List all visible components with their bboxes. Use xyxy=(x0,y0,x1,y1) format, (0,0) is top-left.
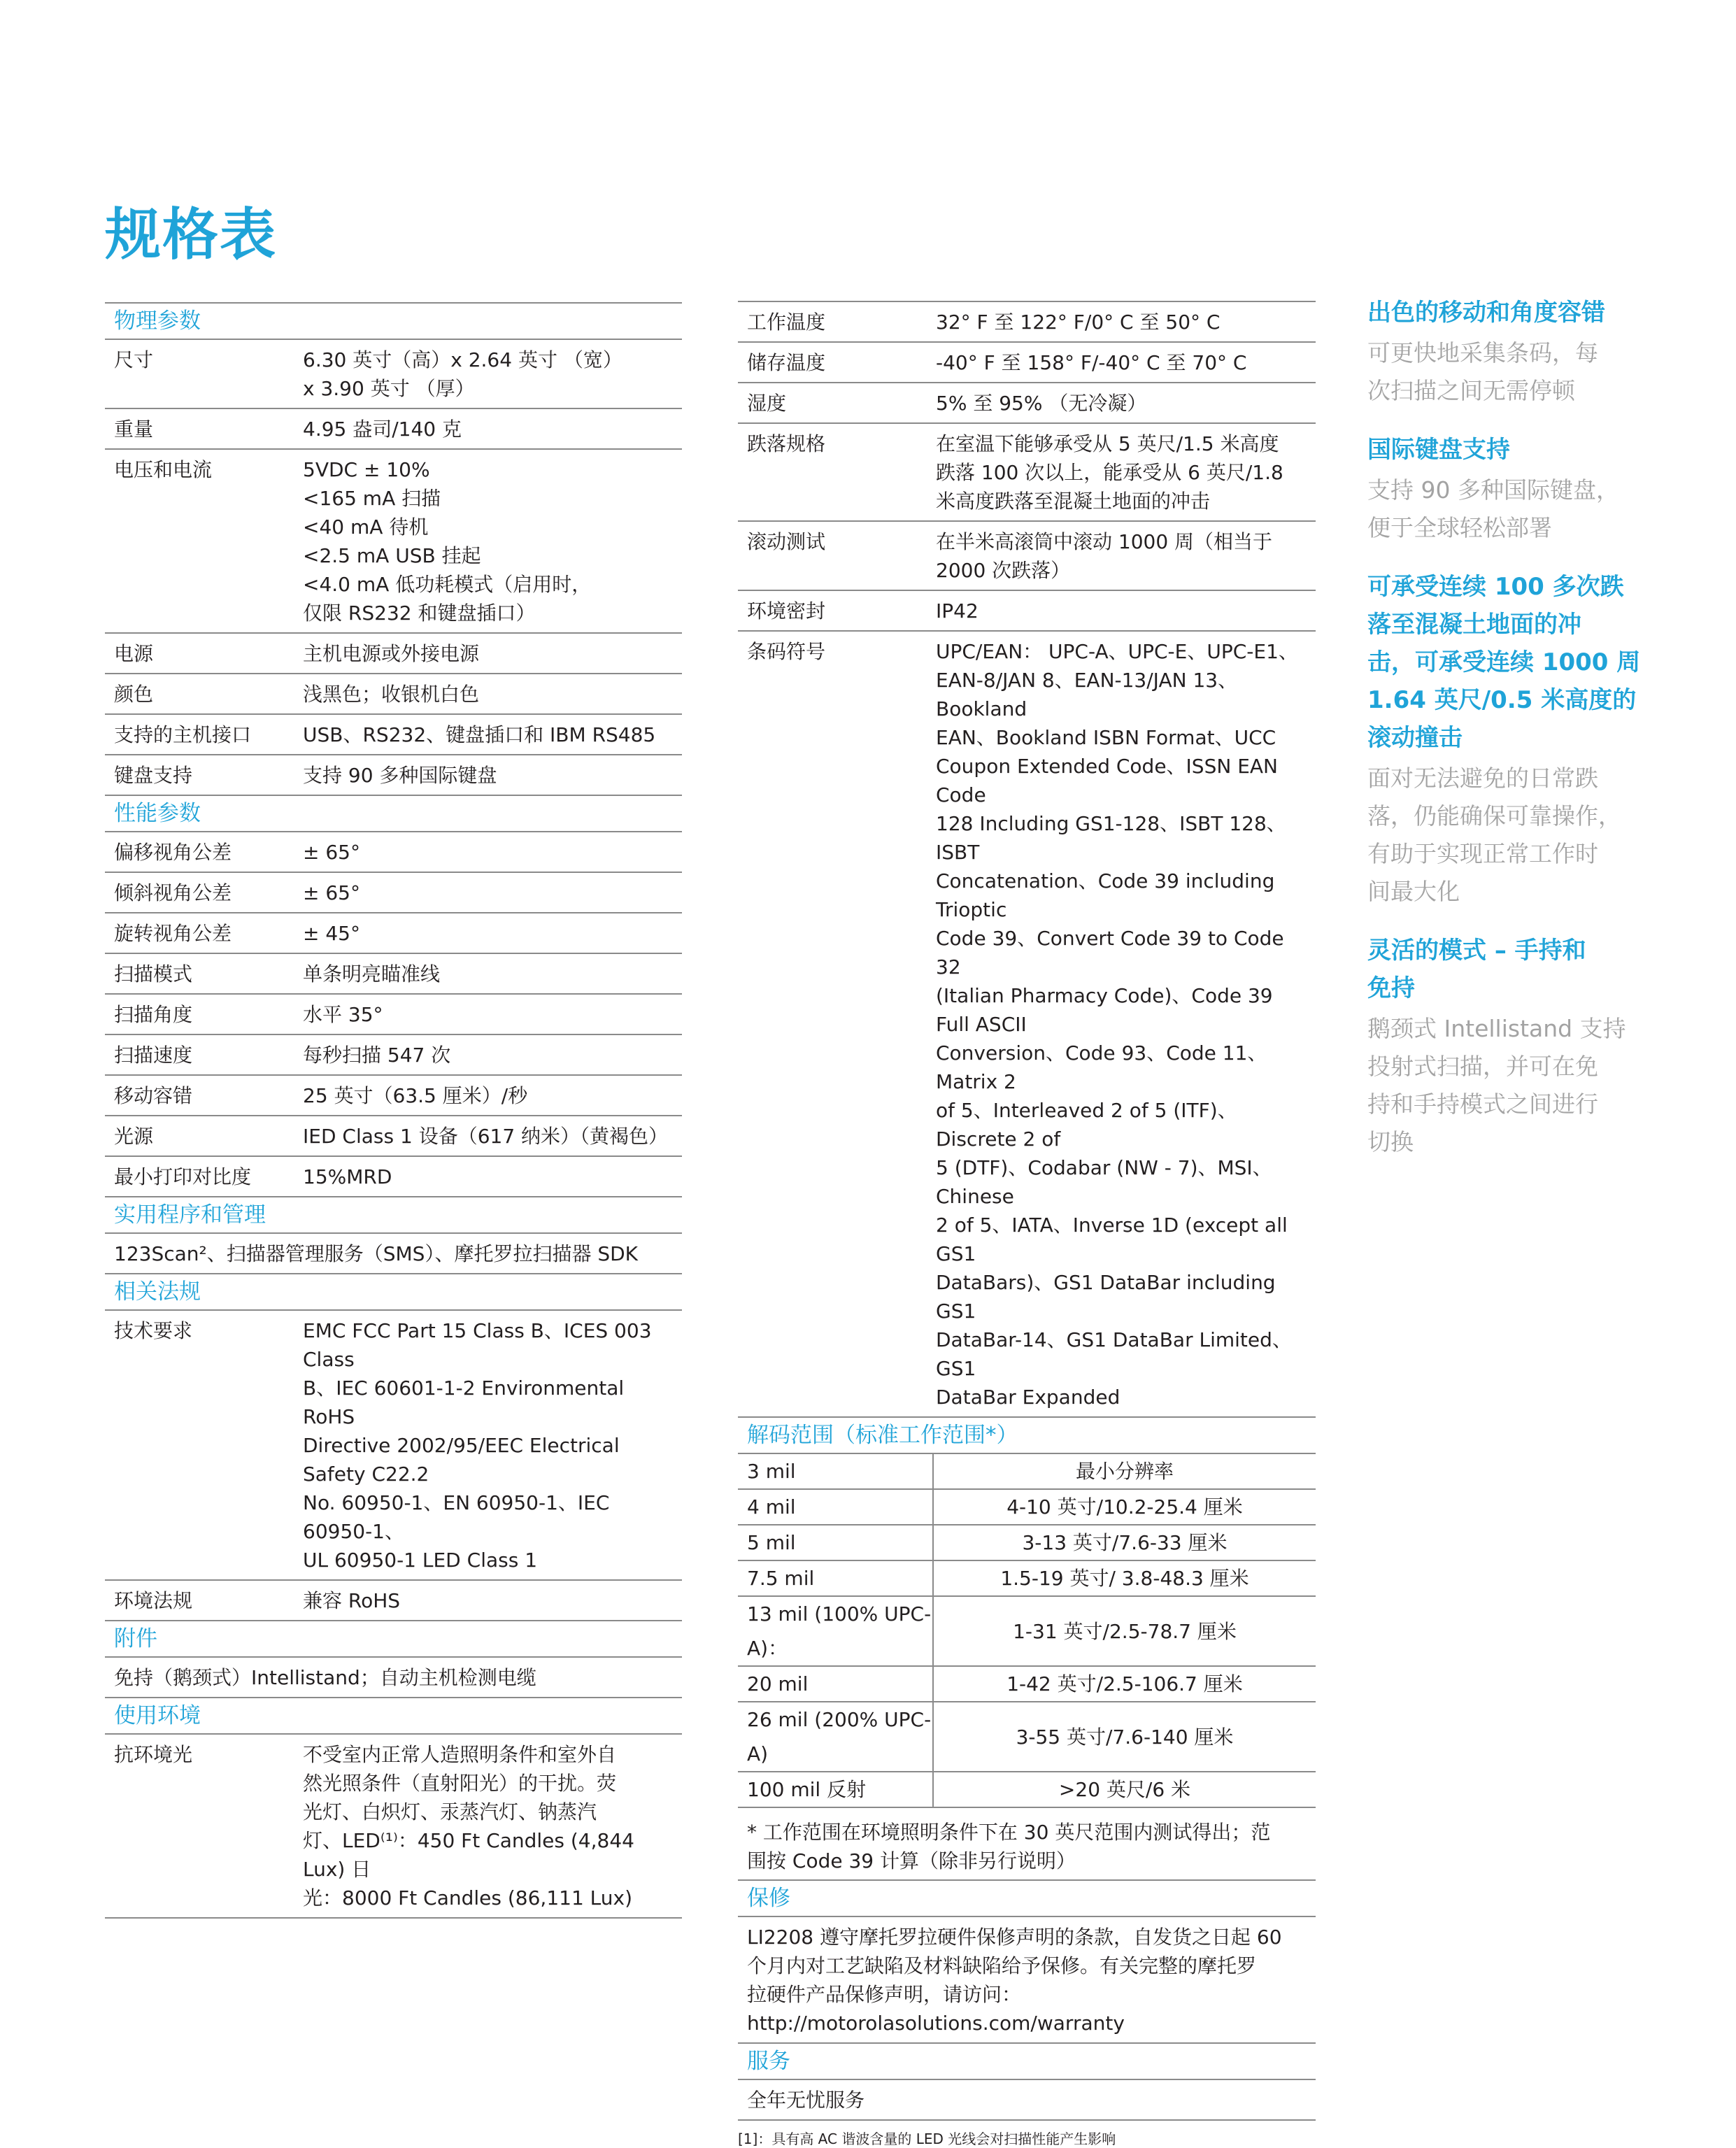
section-utilities: 实用程序和管理 xyxy=(105,1196,682,1232)
spec-label: 扫描速度 xyxy=(114,1044,193,1067)
decode-range-table xyxy=(738,1453,1316,1807)
physical-rows xyxy=(105,339,682,795)
spec-label: 支持的主机接口 xyxy=(114,723,252,746)
spec-value: IP42 xyxy=(936,599,979,623)
feature-block xyxy=(1367,568,1647,911)
range-cell: 1-42 英寸/2.5-106.7 厘米 xyxy=(933,1666,1316,1702)
performance-rows xyxy=(105,831,682,1196)
spec-label: 键盘支持 xyxy=(114,764,193,787)
spec-value: 主机电源或外接电源 xyxy=(303,642,480,665)
density-cell: 3 mil xyxy=(738,1453,933,1489)
table-row xyxy=(738,1702,1316,1772)
accessories-text: 免持（鹅颈式）Intellistand；自动主机检测电缆 xyxy=(105,1656,682,1697)
table-row xyxy=(738,1666,1316,1702)
density-cell: 26 mil (200% UPC-A) xyxy=(738,1702,933,1772)
spec-value: 32° F 至 122° F/0° C 至 50° C xyxy=(936,311,1221,334)
spec-row xyxy=(105,448,682,632)
spec-value: 浅黑色；收银机白色 xyxy=(303,683,480,706)
table-row xyxy=(738,1560,1316,1596)
spec-column-middle xyxy=(738,301,1316,2148)
spec-row xyxy=(105,408,682,448)
spec-label: 最小打印对比度 xyxy=(114,1165,252,1188)
spec-value: USB、RS232、键盘插口和 IBM RS485 xyxy=(303,723,656,746)
table-row xyxy=(738,1596,1316,1666)
section-warranty: 保修 xyxy=(738,1879,1316,1916)
feature-title: 可承受连续 100 多次跌 落至混凝土地面的冲 击，可承受连续 1000 周 1.64 英尺/0.5 米高度的 滚动撞击 xyxy=(1367,573,1641,752)
spec-label: 跌落规格 xyxy=(747,432,826,455)
spec-row xyxy=(738,382,1316,422)
spec-row xyxy=(105,754,682,795)
range-cell: 3-55 英寸/7.6-140 厘米 xyxy=(933,1702,1316,1772)
spec-value: 15%MRD xyxy=(303,1165,392,1188)
spec-value: 支持 90 多种国际键盘 xyxy=(303,764,497,787)
spec-value: IED Class 1 设备（617 纳米）（黄褐色） xyxy=(303,1125,669,1148)
spec-label: 滚动测试 xyxy=(747,530,826,553)
spec-value: 5VDC ± 10% <165 mA 扫描 <40 mA 待机 <2.5 mA USB 挂起 <4.0 mA 低功耗模式（启用时， 仅限 RS232 和键盘插口） xyxy=(303,458,592,625)
section-accessories: 附件 xyxy=(105,1620,682,1656)
feature-body: 支持 90 多种国际键盘， 便于全球轻松部署 xyxy=(1367,476,1619,541)
section-environment: 使用环境 xyxy=(105,1697,682,1733)
feature-body: 可更快地采集条码，每 次扫描之间无需停顿 xyxy=(1367,339,1598,404)
spec-row xyxy=(105,1733,682,1917)
spec-label: 湿度 xyxy=(747,392,787,415)
footnote: [1]：具有高 AC 谐波含量的 LED 光线会对扫描性能产生影响 xyxy=(738,2119,1316,2148)
spec-value: 在室温下能够承受从 5 英尺/1.5 米高度 跌落 100 次以上，能承受从 6 英尺/1.8 米高度跌落至混凝土地面的冲击 xyxy=(936,432,1283,513)
feature-body: 面对无法避免的日常跌 落，仍能确保可靠操作， 有助于实现正常工作时 间最大化 xyxy=(1367,764,1621,905)
spec-label: 条码符号 xyxy=(747,640,826,663)
spec-label: 扫描模式 xyxy=(114,962,193,986)
spec-row xyxy=(105,1074,682,1115)
spec-label: 旋转视角公差 xyxy=(114,922,232,945)
spec-value: 每秒扫描 547 次 xyxy=(303,1044,451,1067)
service-text: 全年无忧服务 xyxy=(738,2079,1316,2119)
feature-title: 国际键盘支持 xyxy=(1367,436,1510,464)
spec-value: -40° F 至 158° F/-40° C 至 70° C xyxy=(936,351,1247,374)
spec-row xyxy=(105,953,682,993)
spec-row xyxy=(105,912,682,953)
spec-row xyxy=(738,341,1316,382)
feature-sidebar xyxy=(1367,294,1647,1182)
spec-label: 环境密封 xyxy=(747,599,826,623)
spec-label: 移动容错 xyxy=(114,1084,193,1107)
range-cell: 1-31 英寸/2.5-78.7 厘米 xyxy=(933,1596,1316,1666)
spec-value: 25 英寸（63.5 厘米）/秒 xyxy=(303,1084,528,1107)
spec-row xyxy=(105,1115,682,1155)
page-title: 规格表 xyxy=(105,202,277,267)
spec-column-left xyxy=(105,302,682,1919)
spec-value: ± 45° xyxy=(303,922,360,945)
range-cell: 1.5-19 英寸/ 3.8-48.3 厘米 xyxy=(933,1560,1316,1596)
spec-value: 4.95 盎司/140 克 xyxy=(303,418,462,441)
spec-label: 颜色 xyxy=(114,683,154,706)
spec-row xyxy=(105,339,682,408)
spec-label: 倾斜视角公差 xyxy=(114,881,232,904)
spec-label: 光源 xyxy=(114,1125,154,1148)
utilities-text: 123Scan²、扫描器管理服务（SMS）、摩托罗拉扫描器 SDK xyxy=(105,1232,682,1273)
spec-row xyxy=(738,520,1316,590)
spec-label: 尺寸 xyxy=(114,348,154,371)
spec-row xyxy=(738,422,1316,520)
spec-row xyxy=(105,1034,682,1074)
feature-block xyxy=(1367,294,1647,410)
spec-label: 抗环境光 xyxy=(114,1743,193,1766)
table-row xyxy=(738,1525,1316,1560)
spec-label: 重量 xyxy=(114,418,154,441)
density-cell: 20 mil xyxy=(738,1666,933,1702)
spec-row xyxy=(105,632,682,673)
spec-value: ± 65° xyxy=(303,881,360,904)
spec-row xyxy=(105,831,682,872)
spec-value: 单条明亮瞄准线 xyxy=(303,962,441,986)
density-cell: 7.5 mil xyxy=(738,1560,933,1596)
spec-value: 兼容 RoHS xyxy=(303,1589,401,1612)
spec-label: 工作温度 xyxy=(747,311,826,334)
feature-block xyxy=(1367,932,1647,1161)
section-decode-range: 解码范围（标准工作范围*） xyxy=(738,1416,1316,1453)
range-cell: >20 英尺/6 米 xyxy=(933,1772,1316,1807)
section-regulatory: 相关法规 xyxy=(105,1273,682,1309)
density-cell: 4 mil xyxy=(738,1489,933,1525)
feature-title: 灵活的模式 – 手持和 免持 xyxy=(1367,937,1586,1002)
density-cell: 100 mil 反射 xyxy=(738,1772,933,1807)
spec-row xyxy=(105,872,682,912)
spec-row xyxy=(105,673,682,713)
section-performance: 性能参数 xyxy=(105,795,682,831)
spec-row xyxy=(105,1155,682,1196)
section-physical: 物理参数 xyxy=(105,302,682,339)
divider xyxy=(105,1917,682,1919)
feature-body: 鹅颈式 Intellistand 支持 投射式扫描，并可在免 持和手持模式之间进行 切换 xyxy=(1367,1015,1626,1155)
spec-value: 在半米高滚筒中滚动 1000 周（相当于 2000 次跌落） xyxy=(936,530,1273,582)
density-cell: 5 mil xyxy=(738,1525,933,1560)
spec-value: 6.30 英寸（高）x 2.64 英寸 （宽） x 3.90 英寸 （厚） xyxy=(303,348,622,400)
spec-value: 水平 35° xyxy=(303,1003,383,1026)
warranty-text: LI2208 遵守摩托罗拉硬件保修声明的条款，自发货之日起 60 个月内对工艺缺陷及材料缺陷给予保修。有关完整的摩托罗 拉硬件产品保修声明，请访问： http://motorolasolutions.com/warranty xyxy=(738,1916,1316,2042)
table-row xyxy=(738,1453,1316,1489)
spec-value: EMC FCC Part 15 Class B、ICES 003 Class B、IEC 60601-1-2 Environmental RoHS Directive 2002/95/EEC Electrical Safety C22.2 No. 60950-1、EN 60950-1、IEC 60950-1、 UL 60950-1 LED Class 1 xyxy=(303,1319,652,1572)
table-row xyxy=(738,1772,1316,1807)
table-row xyxy=(738,1489,1316,1525)
spec-label: 环境法规 xyxy=(114,1589,193,1612)
spec-label: 电压和电流 xyxy=(114,458,213,481)
spec-label: 电源 xyxy=(114,642,154,665)
spec-value: 5% 至 95% （无冷凝） xyxy=(936,392,1147,415)
spec-row xyxy=(738,301,1316,341)
spec-label: 偏移视角公差 xyxy=(114,841,232,864)
spec-label: 技术要求 xyxy=(114,1319,193,1342)
spec-row xyxy=(738,630,1316,1416)
range-cell: 最小分辨率 xyxy=(933,1453,1316,1489)
spec-label: 储存温度 xyxy=(747,351,826,374)
feature-block xyxy=(1367,431,1647,547)
range-cell: 4-10 英寸/10.2-25.4 厘米 xyxy=(933,1489,1316,1525)
feature-title: 出色的移动和角度容错 xyxy=(1367,299,1605,327)
spec-row xyxy=(738,590,1316,630)
density-cell: 13 mil (100% UPC-A)： xyxy=(738,1596,933,1666)
spec-value: UPC/EAN： UPC-A、UPC-E、UPC-E1、 EAN-8/JAN 8、EAN-13/JAN 13、Bookland EAN、Bookland ISBN Format、UCC Coupon Extended Code、ISSN EAN Code 128 Including GS1-128、ISBT 128、ISBT Concatenation、Code 39 including Trioptic Code 39、Convert Code 39 to Code 32 (Italian Pharmacy Code)、Code 39 Full ASCII Conversion、Code 93、Code 11、Matrix 2 of 5、Interleaved 2 of 5 (ITF)、Discrete 2 of 5 (DTF)、Codabar (NW - 7)、MSI、Chinese 2 of 5、IATA、Inverse 1D (except all GS1 DataBars)、GS1 DataBar including GS1 DataBar-14、GS1 DataBar Limited、GS1 DataBar Expanded xyxy=(936,640,1298,1409)
spec-row xyxy=(105,713,682,754)
spec-row xyxy=(105,1309,682,1579)
spec-row xyxy=(105,993,682,1034)
spec-value: ± 65° xyxy=(303,841,360,864)
decode-range-note: * 工作范围在环境照明条件下在 30 英尺范围内测试得出；范 围按 Code 39 计算（除非另行说明） xyxy=(738,1807,1316,1879)
section-service: 服务 xyxy=(738,2042,1316,2079)
range-cell: 3-13 英寸/7.6-33 厘米 xyxy=(933,1525,1316,1560)
spec-label: 扫描角度 xyxy=(114,1003,193,1026)
spec-row xyxy=(105,1579,682,1620)
spec-value: 不受室内正常人造照明条件和室外自 然光照条件（直射阳光）的干扰。荧 光灯、白炽灯、汞蒸汽灯、钠蒸汽 灯、LED⁽¹⁾：450 Ft Candles (4,844 Lux) 日 光：8000 Ft Candles (86,111 Lux) xyxy=(303,1743,634,1909)
